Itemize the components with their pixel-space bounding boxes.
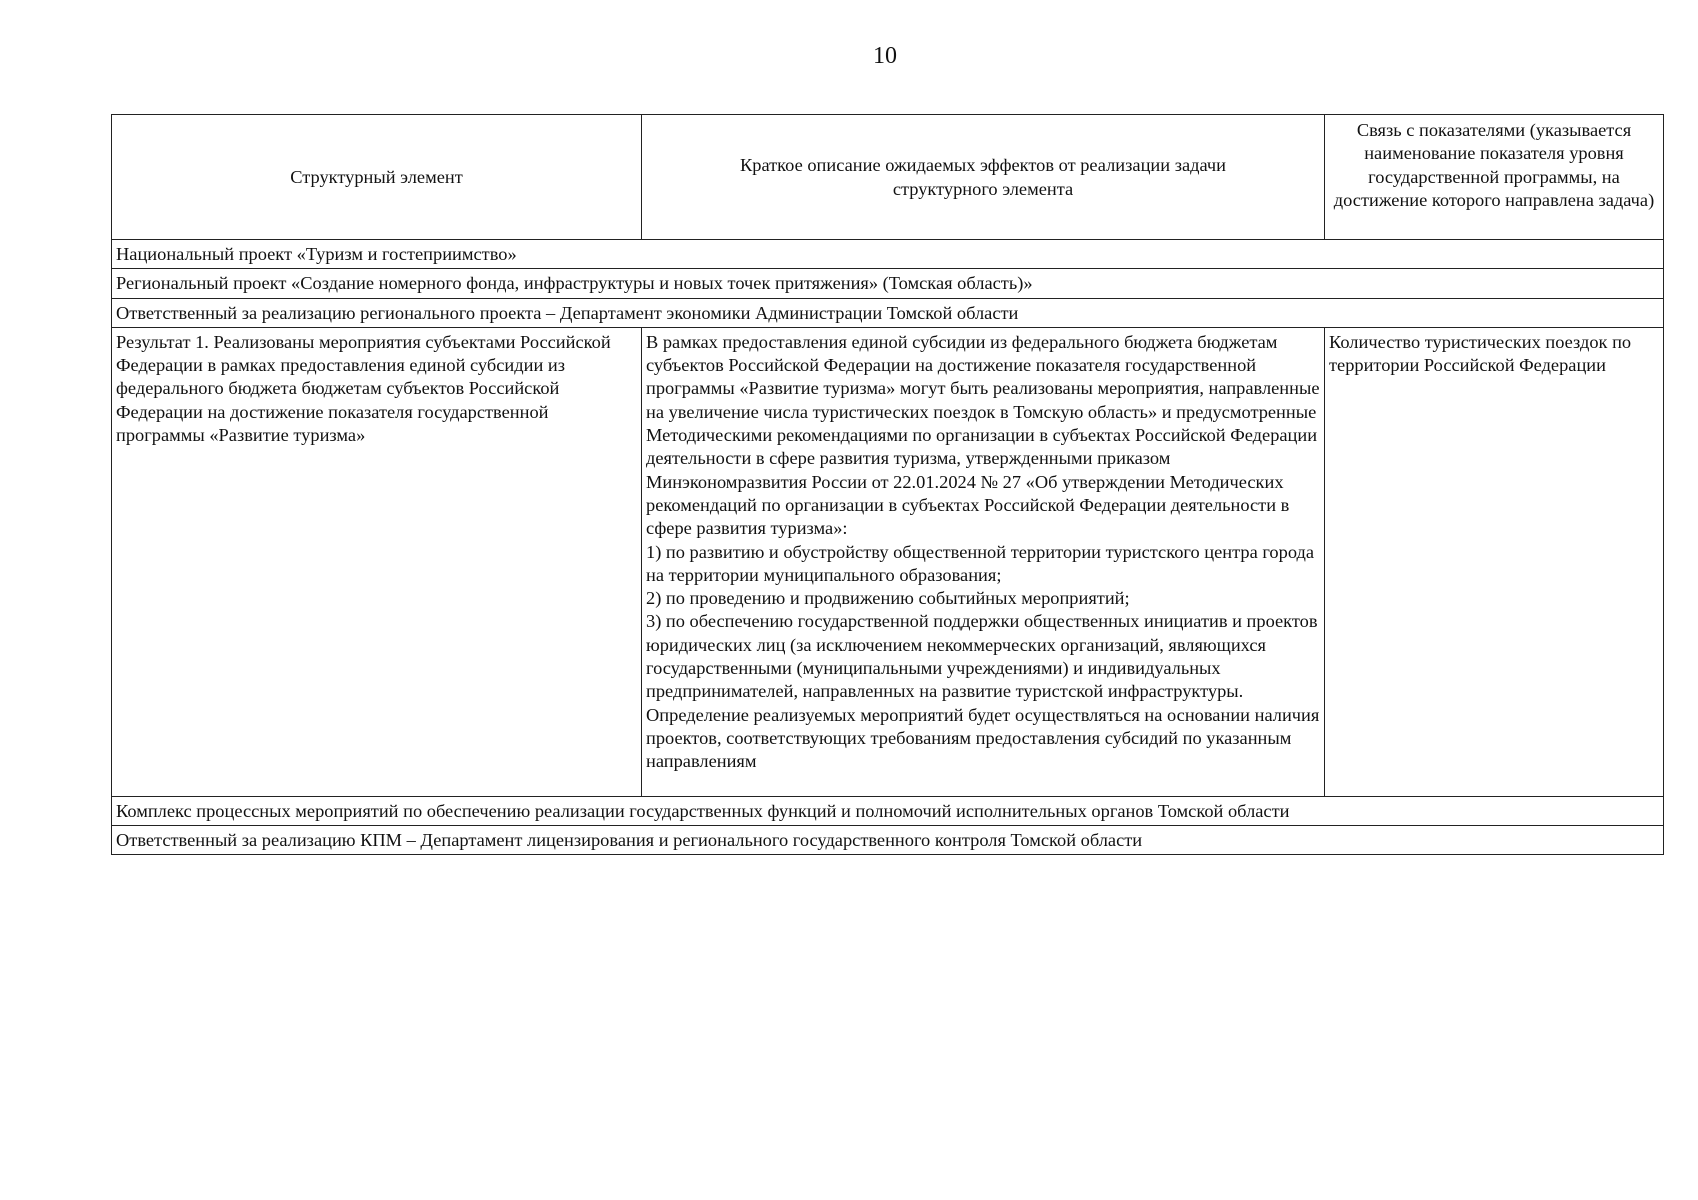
header-effects-description: Краткое описание ожидаемых эффектов от реализации задачи структурного элемента xyxy=(642,115,1325,240)
description-item-2: 2) по проведению и продвижению событийных мероприятий; xyxy=(646,588,1130,609)
description-paragraph: В рамках предоставления единой субсидии из федерального бюджета бюджетам субъектов Российской Федерации на достижение показателя государственной программы «Развитие туризма» могут быть реализованы мероприятия, направленные на увеличение числа туристических поездок в Томскую область» и предусмотренные Методическими рекомендациями по организации в субъектах Российской Федерации деятельности в сфере развития туризма, утвержденными приказом Минэкономразвития России от 22.01.2024 № 27 «Об утверждении Методических рекомендаций по организации в субъектах Российской Федерации деятельности в сфере развития туризма»: xyxy=(646,331,1320,539)
result-1-description xyxy=(642,327,1325,796)
result-1-indicator: Количество туристических поездок по территории Российской Федерации xyxy=(1325,327,1664,796)
responsible-kpm-row: Ответственный за реализацию КПМ – Департамент лицензирования и регионального государственного контроля Томской области xyxy=(112,826,1664,855)
table-row xyxy=(112,796,1664,825)
description-item-1: 1) по развитию и обустройству общественной территории туристского центра города на территории муниципального образования; xyxy=(646,541,1315,585)
table-header-row xyxy=(112,115,1664,240)
page-number: 10 xyxy=(873,43,897,69)
national-project-row: Национальный проект «Туризм и гостеприимство» xyxy=(112,240,1664,269)
header-structural-element: Структурный элемент xyxy=(112,115,642,240)
table-row xyxy=(112,826,1664,855)
regional-project-row: Региональный проект «Создание номерного фонда, инфраструктуры и новых точек притяжения» (Томская область)» xyxy=(112,269,1664,298)
header-indicator-link: Связь с показателями (указывается наименование показателя уровня государственной программы, на достижение которого направлена задача) xyxy=(1325,115,1664,240)
table-row xyxy=(112,269,1664,298)
description-item-3: 3) по обеспечению государственной поддержки общественных инициатив и проектов юридических лиц (за исключением некоммерческих организаций, являющихся государственными (муниципальными учреждениями) и индивидуальных предпринимателей, направленных на развитие туристской инфраструктуры. Определение реализуемых мероприятий будет осуществляться на основании наличия проектов, соответствующих требованиям предоставления субсидий по указанным направлениям xyxy=(646,611,1320,772)
responsible-regional-row: Ответственный за реализацию регионального проекта – Департамент экономики Администрации Томской области xyxy=(112,298,1664,327)
structural-elements-table xyxy=(111,114,1664,855)
result-1-element: Результат 1. Реализованы мероприятия субъектами Российской Федерации в рамках предоставления единой субсидии из федерального бюджета бюджетам субъектов Российской Федерации на достижение показателя государственной программы «Развитие туризма» xyxy=(112,327,642,796)
kpm-row: Комплекс процессных мероприятий по обеспечению реализации государственных функций и полномочий исполнительных органов Томской области xyxy=(112,796,1664,825)
table-row xyxy=(112,327,1664,796)
table-row xyxy=(112,240,1664,269)
table-row xyxy=(112,298,1664,327)
